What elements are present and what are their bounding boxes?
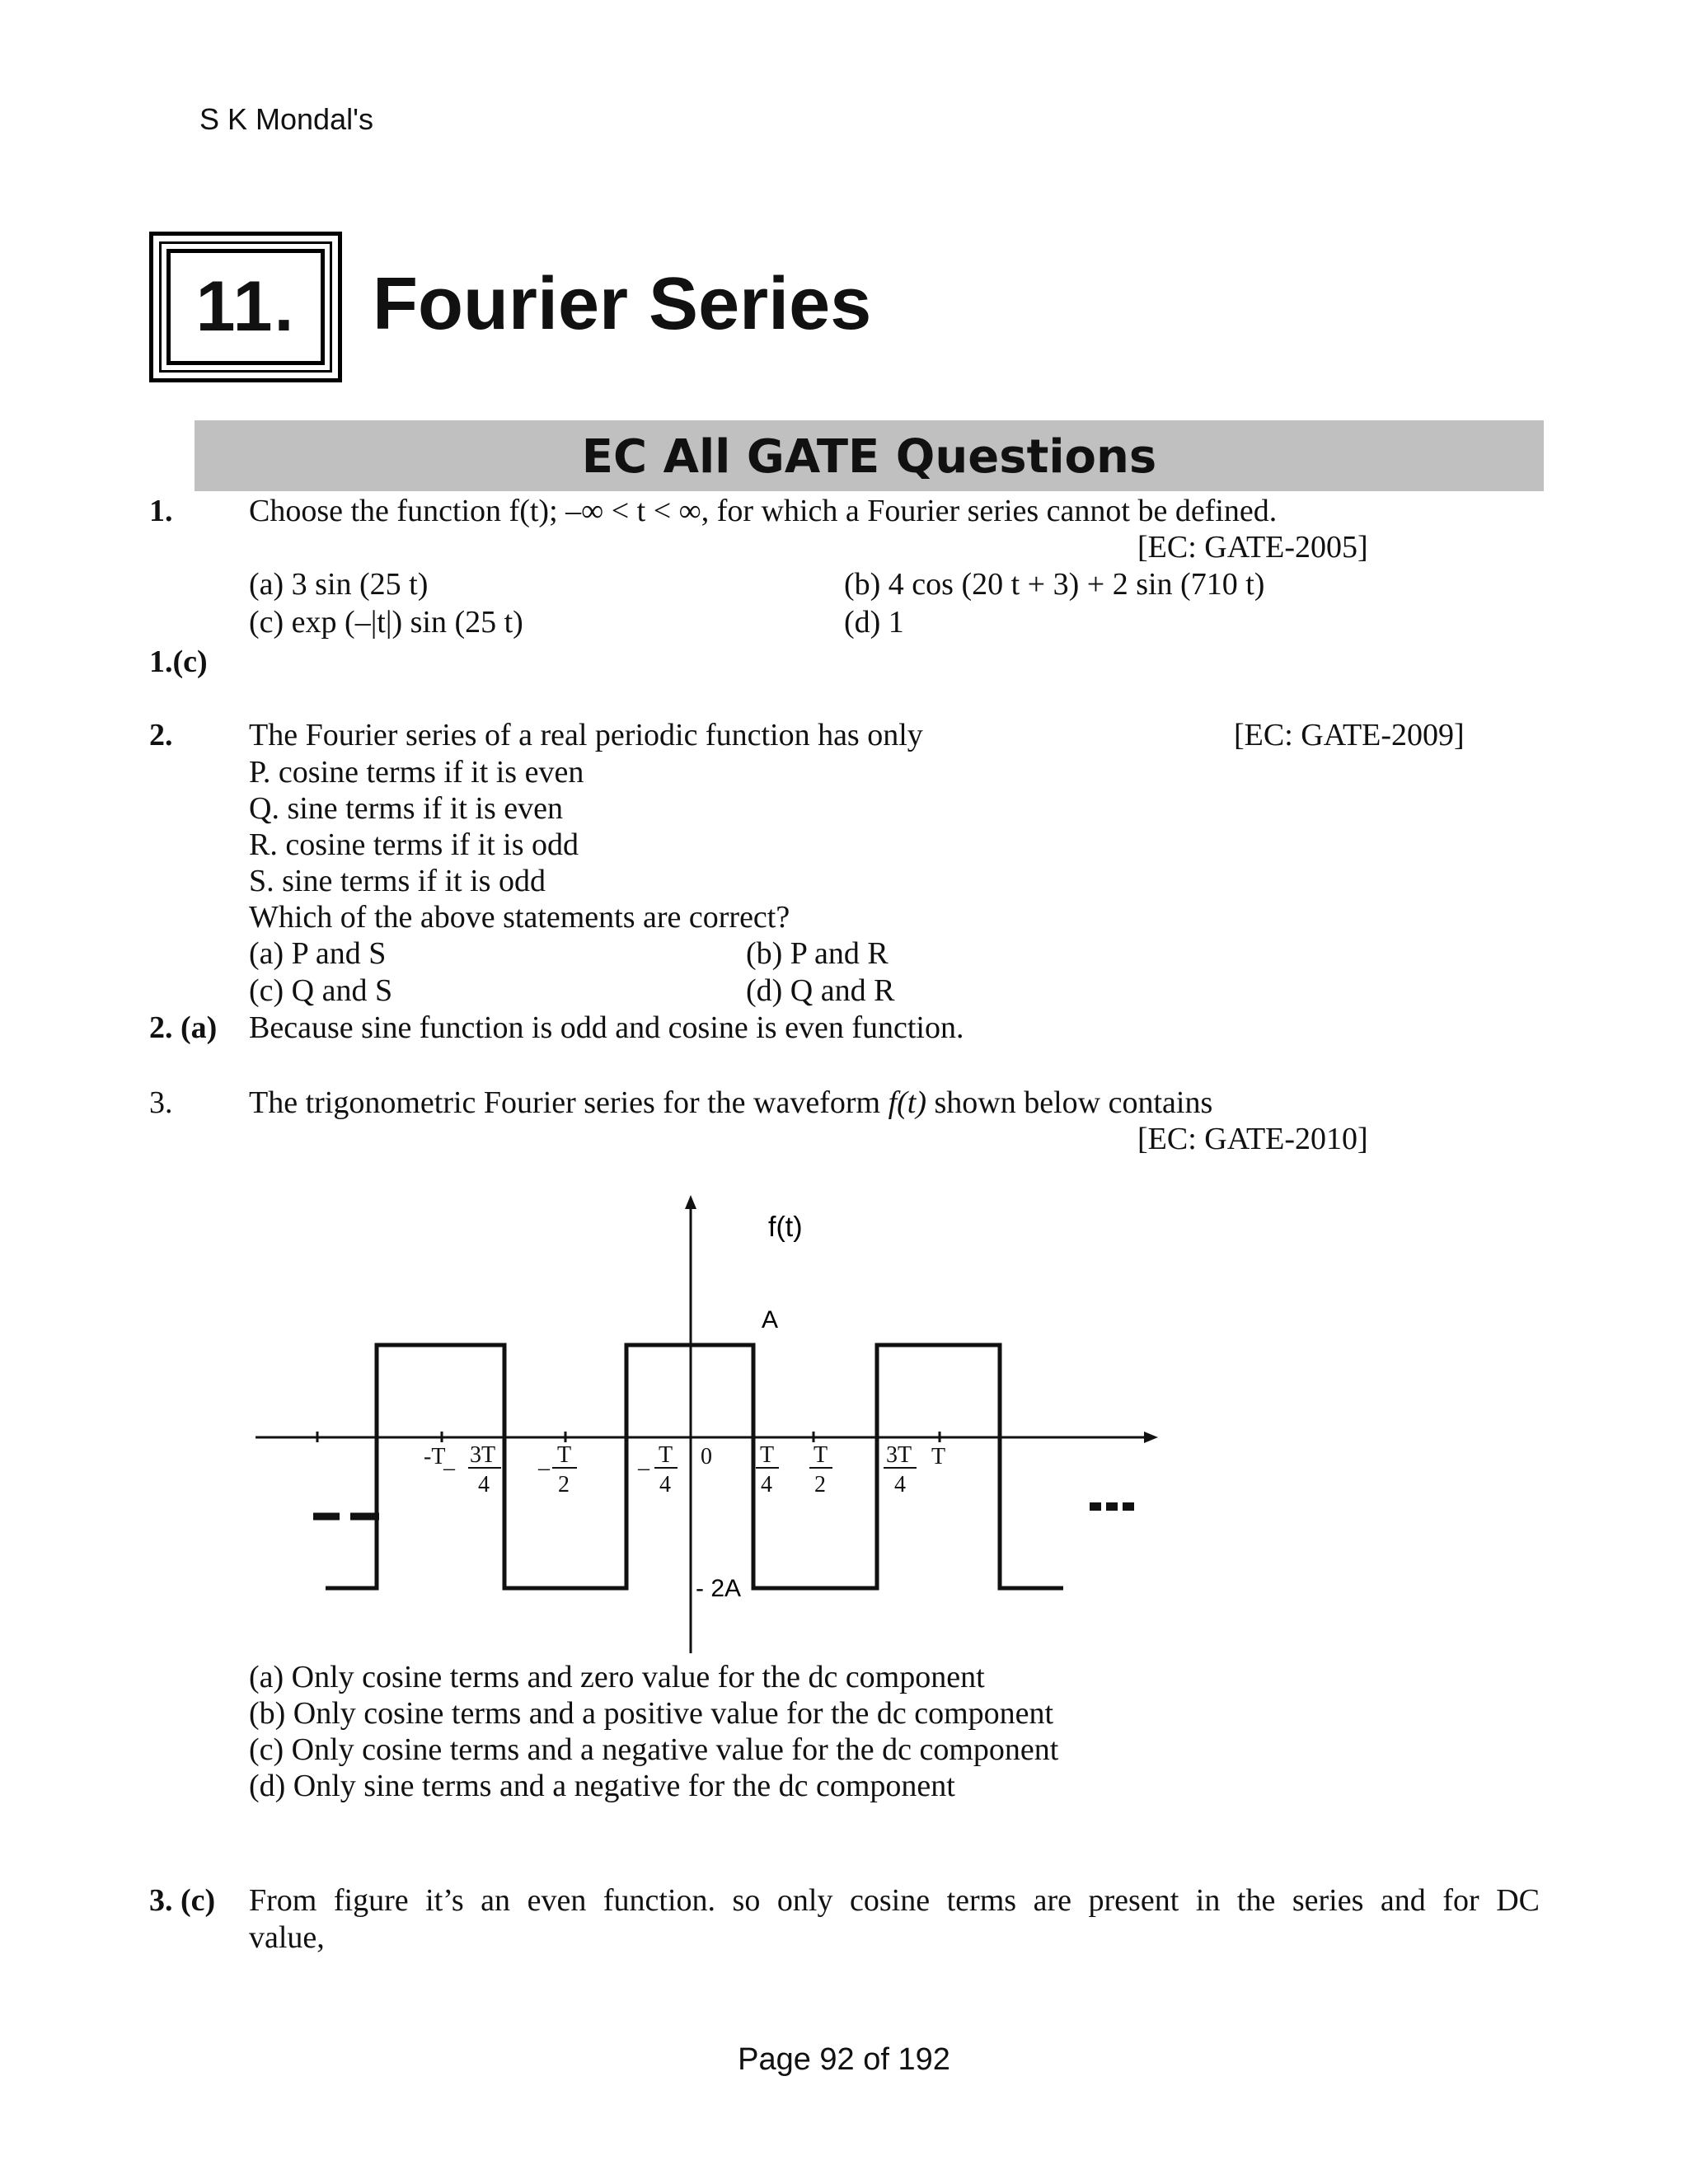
level-label-low: - 2A: [696, 1575, 742, 1602]
q3-number: 3.: [149, 1085, 173, 1120]
q2-answer-label: 2. (a): [149, 1010, 218, 1045]
q2-option-d: (d) Q and R: [746, 973, 895, 1008]
q2-answer-text: Because sine function is odd and cosine is even function.: [249, 1010, 964, 1045]
q2-statement-q: Q. sine terms if it is even: [249, 791, 563, 826]
section-banner: [195, 420, 1544, 491]
q2-statement-r: R. cosine terms if it is odd: [249, 827, 579, 862]
svg-text:3T: 3T: [886, 1442, 912, 1468]
q1-option-c: (c) exp (–|t|) sin (25 t): [249, 605, 523, 640]
q3-stem-pre: The trigonometric Fourier series for the waveform: [249, 1085, 889, 1120]
svg-text:T: T: [557, 1442, 572, 1468]
q2-source: [EC: GATE-2009]: [1234, 718, 1465, 752]
q1-stem: Choose the function f(t); –∞ < t < ∞, for which a Fourier series cannot be defined.: [249, 494, 1278, 528]
q3-answer-line2: value,: [249, 1920, 325, 1955]
chapter-title: Fourier Series: [373, 263, 872, 345]
q3-answer-line1: From figure it’s an even function. so only cosine terms are present in the series and for DC: [249, 1883, 1540, 1918]
axis-label-ft: f(t): [768, 1212, 803, 1243]
chapter-number: 11.: [195, 267, 296, 346]
tick-label-neg-t: -T: [424, 1444, 446, 1469]
q2-statement-s: S. sine terms if it is odd: [249, 864, 546, 898]
q3-stem-function: f(t): [888, 1085, 927, 1120]
continuation-dots-icon: [1090, 1502, 1134, 1511]
q1-number: 1.: [149, 494, 173, 528]
tick-label-neg-t2: 2: [558, 1472, 570, 1497]
q3-option-b: (b) Only cosine terms and a positive value for the dc component: [249, 1696, 1054, 1731]
tick-label-neg-3t4: 3T: [470, 1442, 496, 1468]
tick-label-t2: 2: [814, 1472, 826, 1497]
q1-option-b: (b) 4 cos (20 t + 3) + 2 sin (710 t): [844, 567, 1265, 602]
svg-text:–: –: [538, 1455, 550, 1481]
tick-label-t: T: [931, 1444, 946, 1469]
svg-text:T: T: [814, 1442, 828, 1468]
waveform-figure: [247, 1187, 1170, 1665]
q3-option-d: (d) Only sine terms and a negative for the dc component: [249, 1769, 955, 1803]
svg-text:T: T: [760, 1442, 775, 1468]
author-header: S K Mondal's: [199, 102, 373, 136]
amplitude-axis-arrow-icon: [685, 1195, 696, 1209]
q1-source: [EC: GATE-2005]: [1137, 530, 1368, 565]
tick-label-zero: 0: [701, 1444, 712, 1469]
time-axis-arrow-icon: [1144, 1432, 1158, 1443]
tick-label-t4: 4: [761, 1472, 772, 1497]
tick-label-neg-t4: 4: [659, 1472, 671, 1497]
q2-prompt: Which of the above statements are correct?: [249, 900, 790, 935]
svg-text:T: T: [659, 1442, 673, 1468]
section-banner-title: EC All GATE Questions: [581, 430, 1157, 484]
q3-answer-label: 3. (c): [149, 1883, 216, 1918]
q1-option-d: (d) 1: [844, 605, 904, 640]
q3-source: [EC: GATE-2010]: [1137, 1122, 1368, 1156]
level-label-high: A: [762, 1306, 779, 1333]
page-footer: Page 92 of 192: [738, 2042, 950, 2077]
svg-text:–: –: [638, 1455, 649, 1481]
chapter-number-box: [149, 232, 342, 382]
q3-stem: [249, 1085, 1212, 1121]
q1-option-a: (a) 3 sin (25 t): [249, 567, 429, 602]
q3-option-a: (a) Only cosine terms and zero value for the dc component: [249, 1660, 985, 1694]
tick-label-3t4: 4: [894, 1472, 906, 1497]
q2-option-a: (a) P and S: [249, 936, 387, 971]
svg-text:4: 4: [478, 1472, 490, 1497]
q2-statement-p: P. cosine terms if it is even: [249, 755, 584, 790]
q3-stem-post: shown below contains: [926, 1085, 1213, 1120]
q2-number: 2.: [149, 718, 173, 752]
q1-answer: 1.(c): [149, 644, 208, 679]
tick-label-neg-3t4-sign: –: [443, 1455, 455, 1481]
q2-stem: The Fourier series of a real periodic function has only: [249, 718, 923, 752]
q3-option-c: (c) Only cosine terms and a negative value for the dc component: [249, 1732, 1059, 1767]
q2-option-c: (c) Q and S: [249, 973, 393, 1008]
q2-option-b: (b) P and R: [746, 936, 889, 971]
